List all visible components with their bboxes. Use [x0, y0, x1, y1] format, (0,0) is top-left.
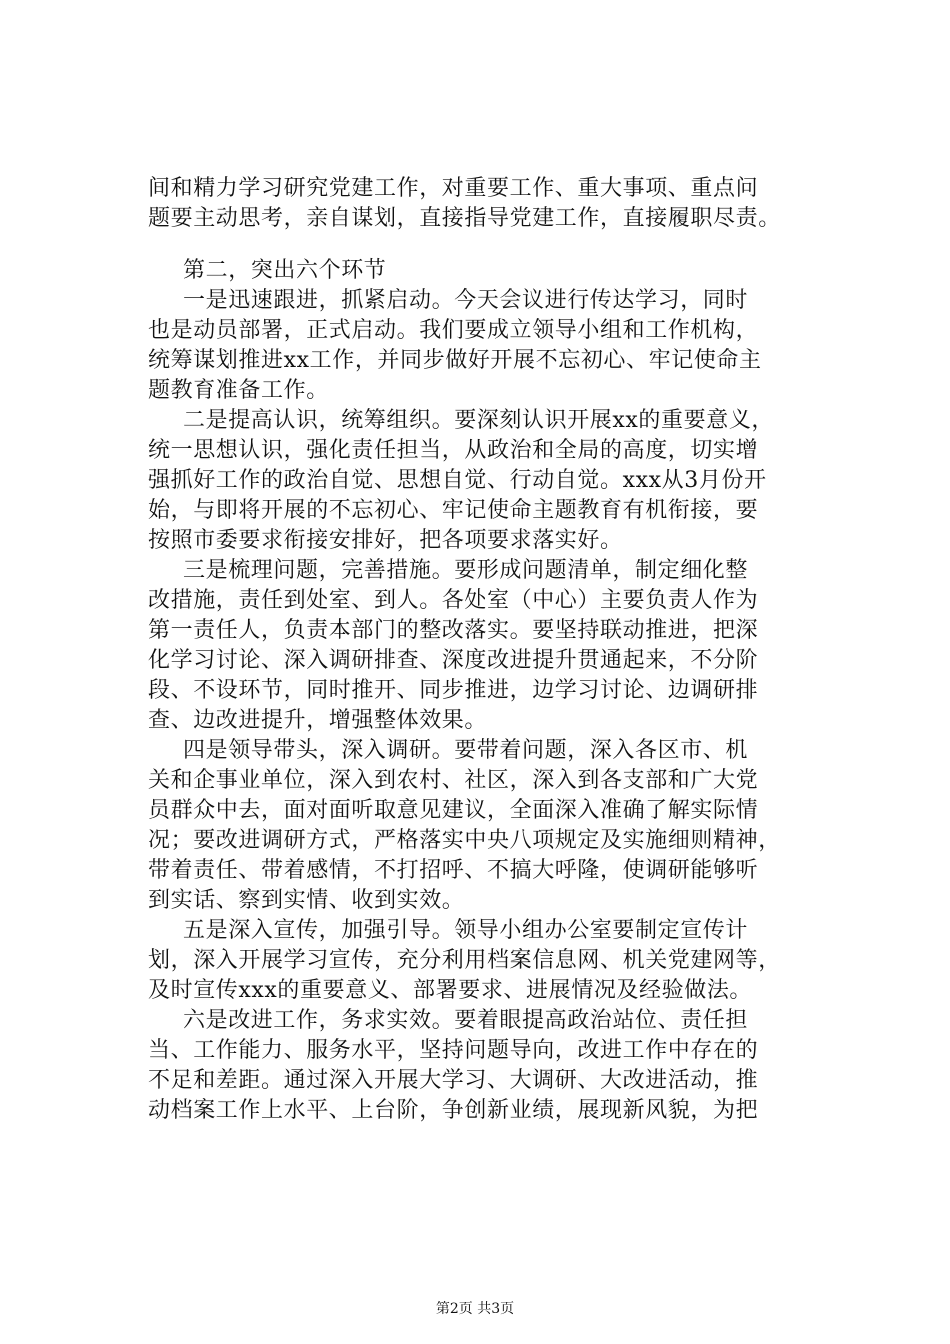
document-body [148, 174, 868, 1126]
body-line: 员群众中去，面对面听取意见建议，全面深入准确了解实际情 [148, 798, 759, 823]
body-line: 当、工作能力、服务水平，坚持问题导向，改进工作中存在的 [148, 1038, 759, 1063]
body-line: 也是动员部署，正式启动。我们要成立领导小组和工作机构， [148, 318, 759, 343]
body-line: 带着责任、带着感情，不打招呼、不搞大呼隆，使调研能够听 [148, 858, 759, 883]
body-line: 强抓好工作的政治自觉、思想自觉、行动自觉。xxx从3月份开 [148, 468, 767, 493]
body-line: 按照市委要求衔接安排好，把各项要求落实好。 [148, 528, 623, 553]
page-number-footer: 第2页 共3页 [435, 1301, 515, 1317]
body-line: 及时宣传xxx的重要意义、部署要求、进展情况及经验做法。 [148, 978, 753, 1003]
body-line: 到实话、察到实情、收到实效。 [148, 888, 465, 913]
body-line: 三是梳理问题，完善措施。要形成问题清单，制定细化整 [183, 558, 749, 583]
body-line: 统筹谋划推进xx工作，并同步做好开展不忘初心、牢记使命主 [148, 348, 762, 373]
body-line: 四是领导带头，深入调研。要带着问题，深入各区市、机 [183, 738, 749, 763]
body-line: 第一责任人，负责本部门的整改落实。要坚持联动推进，把深 [148, 618, 759, 643]
body-line: 段、不设环节，同时推开、同步推进，边学习讨论、边调研排 [148, 678, 759, 703]
body-line: 化学习讨论、深入调研排查、深度改进提升贯通起来，不分阶 [148, 648, 759, 673]
body-line: 二是提高认识，统筹组织。要深刻认识开展xx的重要意义， [183, 408, 775, 433]
body-line: 况；要改进调研方式，严格落实中央八项规定及实施细则精神， [148, 828, 781, 853]
body-line: 间和精力学习研究党建工作，对重要工作、重大事项、重点问 [148, 176, 759, 201]
body-line: 动档案工作上水平、上台阶，争创新业绩，展现新风貌，为把 [148, 1098, 759, 1123]
body-line: 关和企事业单位，深入到农村、社区，深入到各支部和广大党 [148, 768, 759, 793]
body-line: 五是深入宣传，加强引导。领导小组办公室要制定宣传计 [183, 918, 749, 943]
body-line: 不足和差距。通过深入开展大学习、大调研、大改进活动，推 [148, 1068, 759, 1093]
section-heading: 第二，突出六个环节 [183, 258, 387, 283]
body-line: 一是迅速跟进，抓紧启动。今天会议进行传达学习，同时 [183, 288, 749, 313]
body-line: 六是改进工作，务求实效。要着眼提高政治站位、责任担 [183, 1008, 749, 1033]
body-line: 划，深入开展学习宣传，充分利用档案信息网、机关党建网等， [148, 948, 781, 973]
paragraph-gap [148, 234, 868, 256]
body-line: 题要主动思考，亲自谋划，直接指导党建工作，直接履职尽责。 [148, 206, 781, 231]
body-line: 改措施，责任到处室、到人。各处室（中心）主要负责人作为 [148, 588, 759, 613]
body-line: 始，与即将开展的不忘初心、牢记使命主题教育有机衔接，要 [148, 498, 759, 523]
body-line: 查、边改进提升，增强整体效果。 [148, 708, 488, 733]
body-line: 题教育准备工作。 [148, 378, 329, 403]
body-line: 统一思想认识，强化责任担当，从政治和全局的高度，切实增 [148, 438, 759, 463]
